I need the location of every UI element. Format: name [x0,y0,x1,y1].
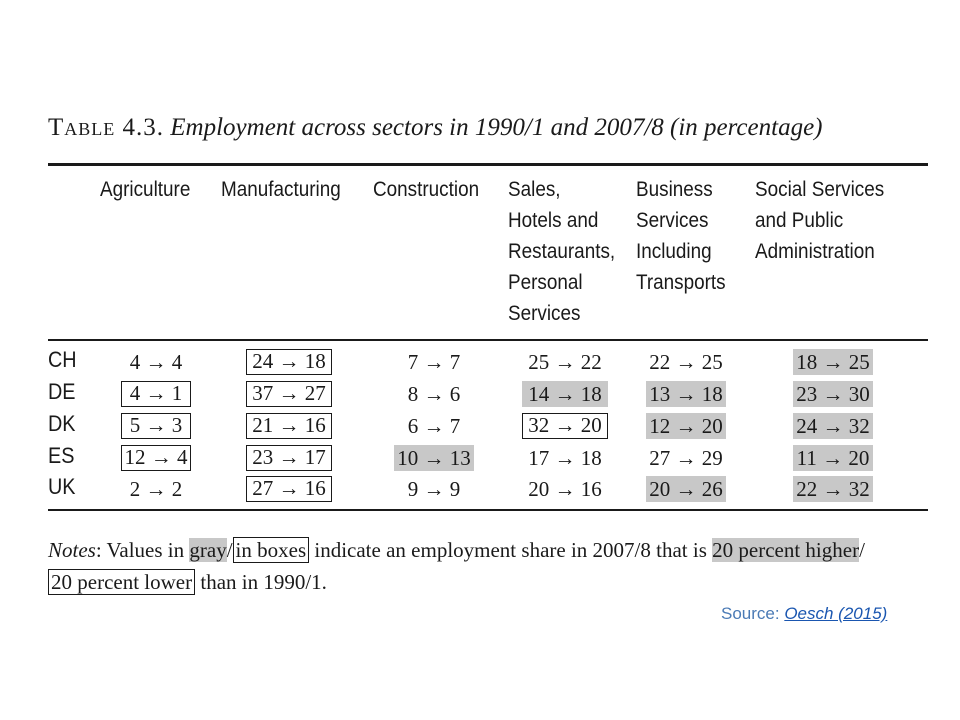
row-label-es: ES [48,443,75,468]
source-citation [721,604,887,624]
source-link[interactable]: Oesch (2015) [784,604,888,623]
table-label: Table 4.3. [48,114,165,141]
table-cell: 8 → 6 [407,382,461,406]
column-header-business-services: Business Services Including Transports [636,178,726,294]
notes-label: Notes [48,538,96,562]
notes-text-3: than in 1990/1. [195,570,327,594]
table-cell: 4 → 4 [129,350,183,374]
row-label-dk: DK [48,411,76,436]
notes-lower: 20 percent lower [48,569,195,595]
table-cell: 25 → 22 [528,350,602,374]
table-cell: 22 → 25 [649,350,723,374]
table-cell: 14 → 18 [522,381,608,407]
table-cell: 12 → 20 [646,413,726,439]
notes-slash-1: / [226,538,233,562]
row-label-uk: UK [48,474,76,499]
table-cell: 10 → 13 [394,445,474,471]
table-cell: 2 → 2 [129,477,183,501]
source-prefix: Source: [721,604,785,623]
row-label-ch: CH [48,347,77,372]
table-cell: 12 → 4 [121,445,191,471]
bottom-rule [48,509,928,511]
table-cell: 17 → 18 [528,446,602,470]
column-header-agriculture: Agriculture [100,178,191,201]
table-cell: 23 → 30 [793,381,873,407]
table-cell: 24 → 32 [793,413,873,439]
table-cell: 32 → 20 [522,413,608,439]
table-cell: 11 → 20 [793,445,873,471]
header-rule [48,339,928,341]
column-header-social-services: Social Services and Public Administration [755,178,885,263]
row-label-de: DE [48,379,76,404]
notes-slash-2: / [859,538,865,562]
table-cell: 27 → 16 [246,476,332,502]
top-rule [48,163,928,166]
table-cell: 13 → 18 [646,381,726,407]
table-notes [48,534,928,598]
table-cell: 6 → 7 [407,414,461,438]
notes-higher: 20 percent higher [712,538,860,562]
column-header-manufacturing: Manufacturing [221,178,341,201]
table-cell: 27 → 29 [649,446,723,470]
table-cell: 5 → 3 [121,413,191,439]
table-title-text: Employment across sectors in 1990/1 and 2007/8 (in percentage) [170,114,823,141]
column-header-sales-hotels: Sales, Hotels and Restaurants, Personal Services [508,178,616,325]
table-cell: 20 → 16 [528,477,602,501]
table-cell: 18 → 25 [793,349,873,375]
table-cell: 7 → 7 [407,350,461,374]
notes-text-1: : Values in [95,538,190,562]
table-cell: 21 → 16 [246,413,332,439]
table-cell: 4 → 1 [121,381,191,407]
notes-boxes-word: in boxes [233,537,310,563]
table-cell: 37 → 27 [246,381,332,407]
table-cell: 22 → 32 [793,476,873,502]
table-title [48,114,928,142]
table-cell: 24 → 18 [246,349,332,375]
notes-text-2: indicate an employment share in 2007/8 that is [309,538,713,562]
table-cell: 20 → 26 [646,476,726,502]
notes-gray-word: gray [189,538,227,562]
table-cell: 23 → 17 [246,445,332,471]
table-cell: 9 → 9 [407,477,461,501]
column-header-construction: Construction [373,178,480,201]
